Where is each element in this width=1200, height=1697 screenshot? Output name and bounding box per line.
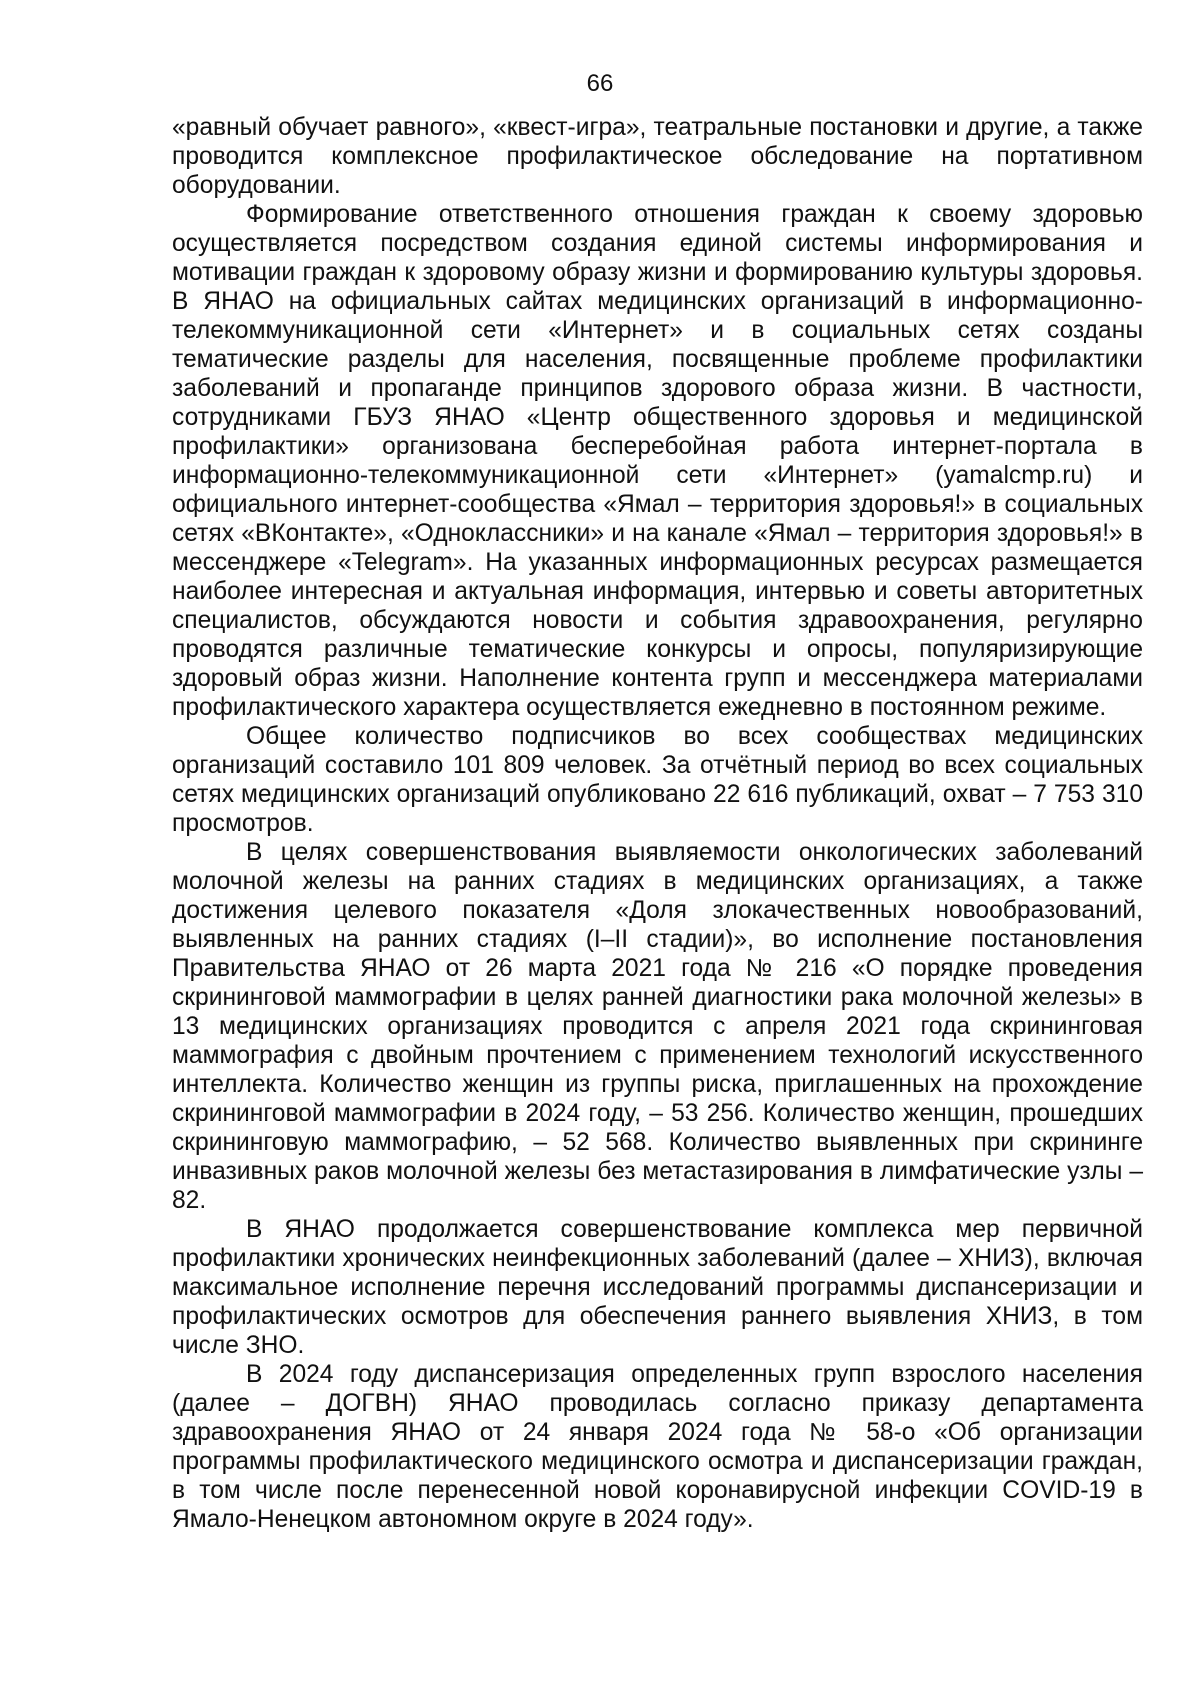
paragraph-ncd-prevention: В ЯНАО продолжается совершенствование комплекса мер первичной профилактики хронических неинфекционных заболеваний (далее – ХНИЗ), включая максимальное исполнение перечня исследований программы диспансеризации и профилактических осмотров для обеспечения раннего выявления ХНИЗ, в том числе ЗНО. — [172, 1216, 1143, 1359]
paragraph-dispensarization: В 2024 году диспансеризация определенных групп взрослого населения (далее – ДОГВН) ЯНАО проводилась согласно приказу департамента здравоохранения ЯНАО от 24 января 2024 года № 58-о «Об организации программы профилактического медицинского осмотра и диспансеризации граждан, в том числе после перенесенной новой коронавирусной инфекции COVID-19 в Ямало-Ненецком автономном округе в 2024 году». — [172, 1361, 1143, 1533]
paragraph-continuation: «равный обучает равного», «квест-игра», театральные постановки и другие, а также проводится комплексное профилактическое обследование на портативном оборудовании. — [172, 114, 1143, 199]
paragraph-health-information: Формирование ответственного отношения граждан к своему здоровью осуществляется посредством создания единой системы информирования и мотивации граждан к здоровому образу жизни и формированию культуры здоровья. В ЯНАО на официальных сайтах медицинских организаций в информационно-телекоммуникационной сети «Интернет» и в социальных сетях созданы тематические разделы для населения, посвященные проблеме профилактики заболеваний и пропаганде принципов здорового образа жизни. В частности, сотрудниками ГБУЗ ЯНАО «Центр общественного здоровья и медицинской профилактики» организована бесперебойная работа интернет-портала в информационно-телекоммуникационной сети «Интернет» (yamalcmp.ru) и официального интернет-сообщества «Ямал – территория здоровья!» в социальных сетях «ВКонтакте», «Одноклассники» и на канале «Ямал – территория здоровья!» в мессенджере «Telegram». На указанных информационных ресурсах размещается наиболее интересная и актуальная информация, интервью и советы авторитетных специалистов, обсуждаются новости и события здравоохранения, регулярно проводятся различные тематические конкурсы и опросы, популяризирующие здоровый образ жизни. Наполнение контента групп и мессенджера материалами профилактического характера осуществляется ежедневно в постоянном режиме. — [172, 201, 1143, 721]
body-text — [172, 113, 1143, 1534]
paragraph-mammography-screening: В целях совершенствования выявляемости онкологических заболеваний молочной железы на ранних стадиях в медицинских организациях, а также достижения целевого показателя «Доля злокачественных новообразований, выявленных на ранних стадиях (I–II стадии)», во исполнение постановления Правительства ЯНАО от 26 марта 2021 года № 216 «О порядке проведения скрининговой маммографии в целях ранней диагностики рака молочной железы» в 13 медицинских организациях проводится с апреля 2021 года скрининговая маммография с двойным прочтением с применением технологий искусственного интеллекта. Количество женщин из группы риска, приглашенных на прохождение скрининговой маммографии в 2024 году, – 53 256. Количество женщин, прошедших скрининговую маммографию, – 52 568. Количество выявленных при скрининге инвазивных раков молочной железы без метастазирования в лимфатические узлы – 82. — [172, 839, 1143, 1214]
page-number: 66 — [586, 70, 614, 97]
paragraph-subscribers: Общее количество подписчиков во всех сообществах медицинских организаций составило 101 809 человек. За отчётный период во всех социальных сетях медицинских организаций опубликовано 22 616 публикаций, охват – 7 753 310 просмотров. — [172, 723, 1143, 837]
